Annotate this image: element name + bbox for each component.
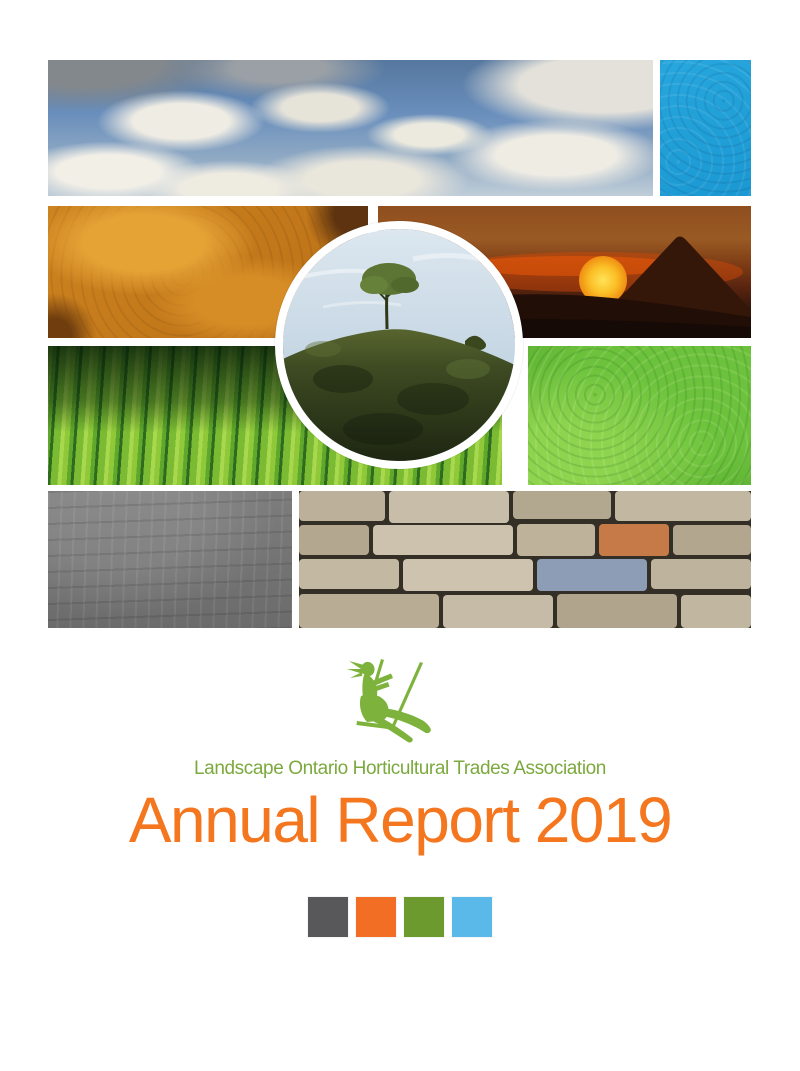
stone-wall-image [299, 491, 751, 628]
clouds-sky-image [48, 60, 653, 196]
blue-texture-image [660, 60, 751, 196]
organization-name: Landscape Ontario Horticultural Trades Association [194, 758, 606, 779]
swing-logo [328, 652, 468, 752]
gray-texture-image [48, 491, 292, 628]
swatch-gray [308, 897, 348, 937]
green-texture-image [528, 346, 751, 485]
girl-on-swing-silhouette [347, 659, 431, 743]
report-title: Annual Report 2019 [128, 784, 672, 856]
swatch-blue [452, 897, 492, 937]
swatch-green [404, 897, 444, 937]
hilltop-tree-medallion [275, 221, 523, 469]
swatch-orange [356, 897, 396, 937]
brand-color-swatches [0, 897, 800, 937]
